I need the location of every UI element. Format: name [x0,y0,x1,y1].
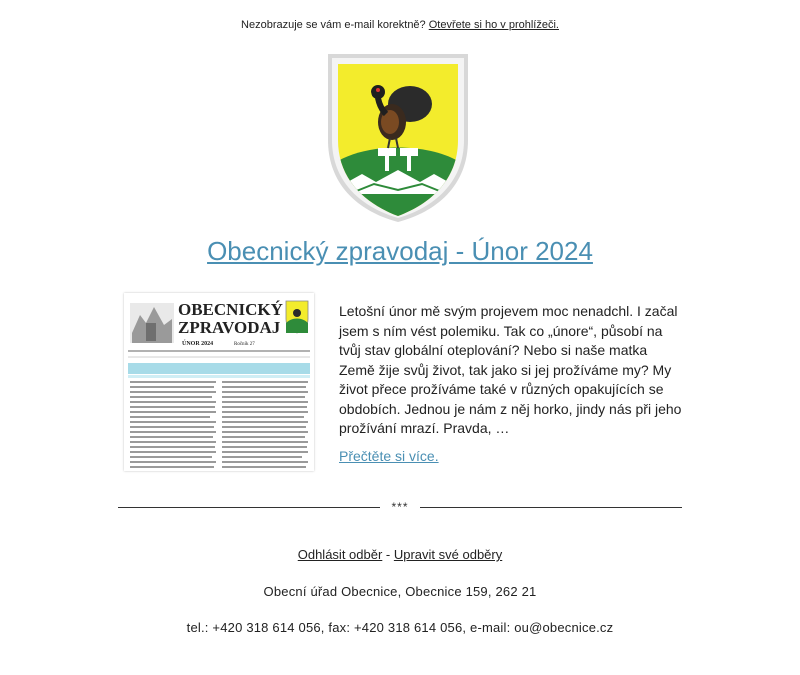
footer-address: Obecní úřad Obecnice, Obecnice 159, 262 21 [263,584,537,599]
newsletter-excerpt: Letošní únor mě svým projevem moc nenadchl. I začal jsem s ním vést polemiku. Tak co „únore“, působí na tvůj stav globální oteplování? Nebo si naše matka Země žije svůj život, tak jako si jej prožíváme my? My život přece prožíváme také v různých opakujících se obdobích. Jednou je nám z něj horko, jindy nás při jeho prožívání mrazí. Pravda, … [339,303,682,436]
open-in-browser-link[interactable]: Otevřete si ho v prohlížeči. [428,19,559,31]
subscription-links [0,547,800,562]
thumb-masthead-line2: ZPRAVODAJ [178,318,281,337]
section-divider [118,500,682,514]
preheader [0,19,800,31]
unsubscribe-link[interactable]: Odhlásit odběr [297,547,383,562]
footer-contact: tel.: +420 318 614 056, fax: +420 318 614 056, e-mail: ou@obecnice.cz [186,620,614,635]
newsletter-title-link[interactable]: Obecnický zpravodaj - Únor 2024 [207,236,593,266]
thumb-issue: ÚNOR 2024 [182,341,214,347]
divider-stars: *** [391,500,409,514]
newsletter-thumbnail[interactable] [124,293,314,471]
preheader-text: Nezobrazuje se vám e-mail korektně? [241,19,429,31]
thumb-year: Ročník 27 [234,342,255,347]
coat-of-arms-logo [326,52,470,222]
edit-subscriptions-link[interactable]: Upravit své odběry [393,547,503,562]
link-separator: - [382,547,394,562]
read-more-link[interactable]: Přečtěte si více. [339,448,439,464]
thumb-masthead-line1: OBECNICKÝ [178,300,283,319]
